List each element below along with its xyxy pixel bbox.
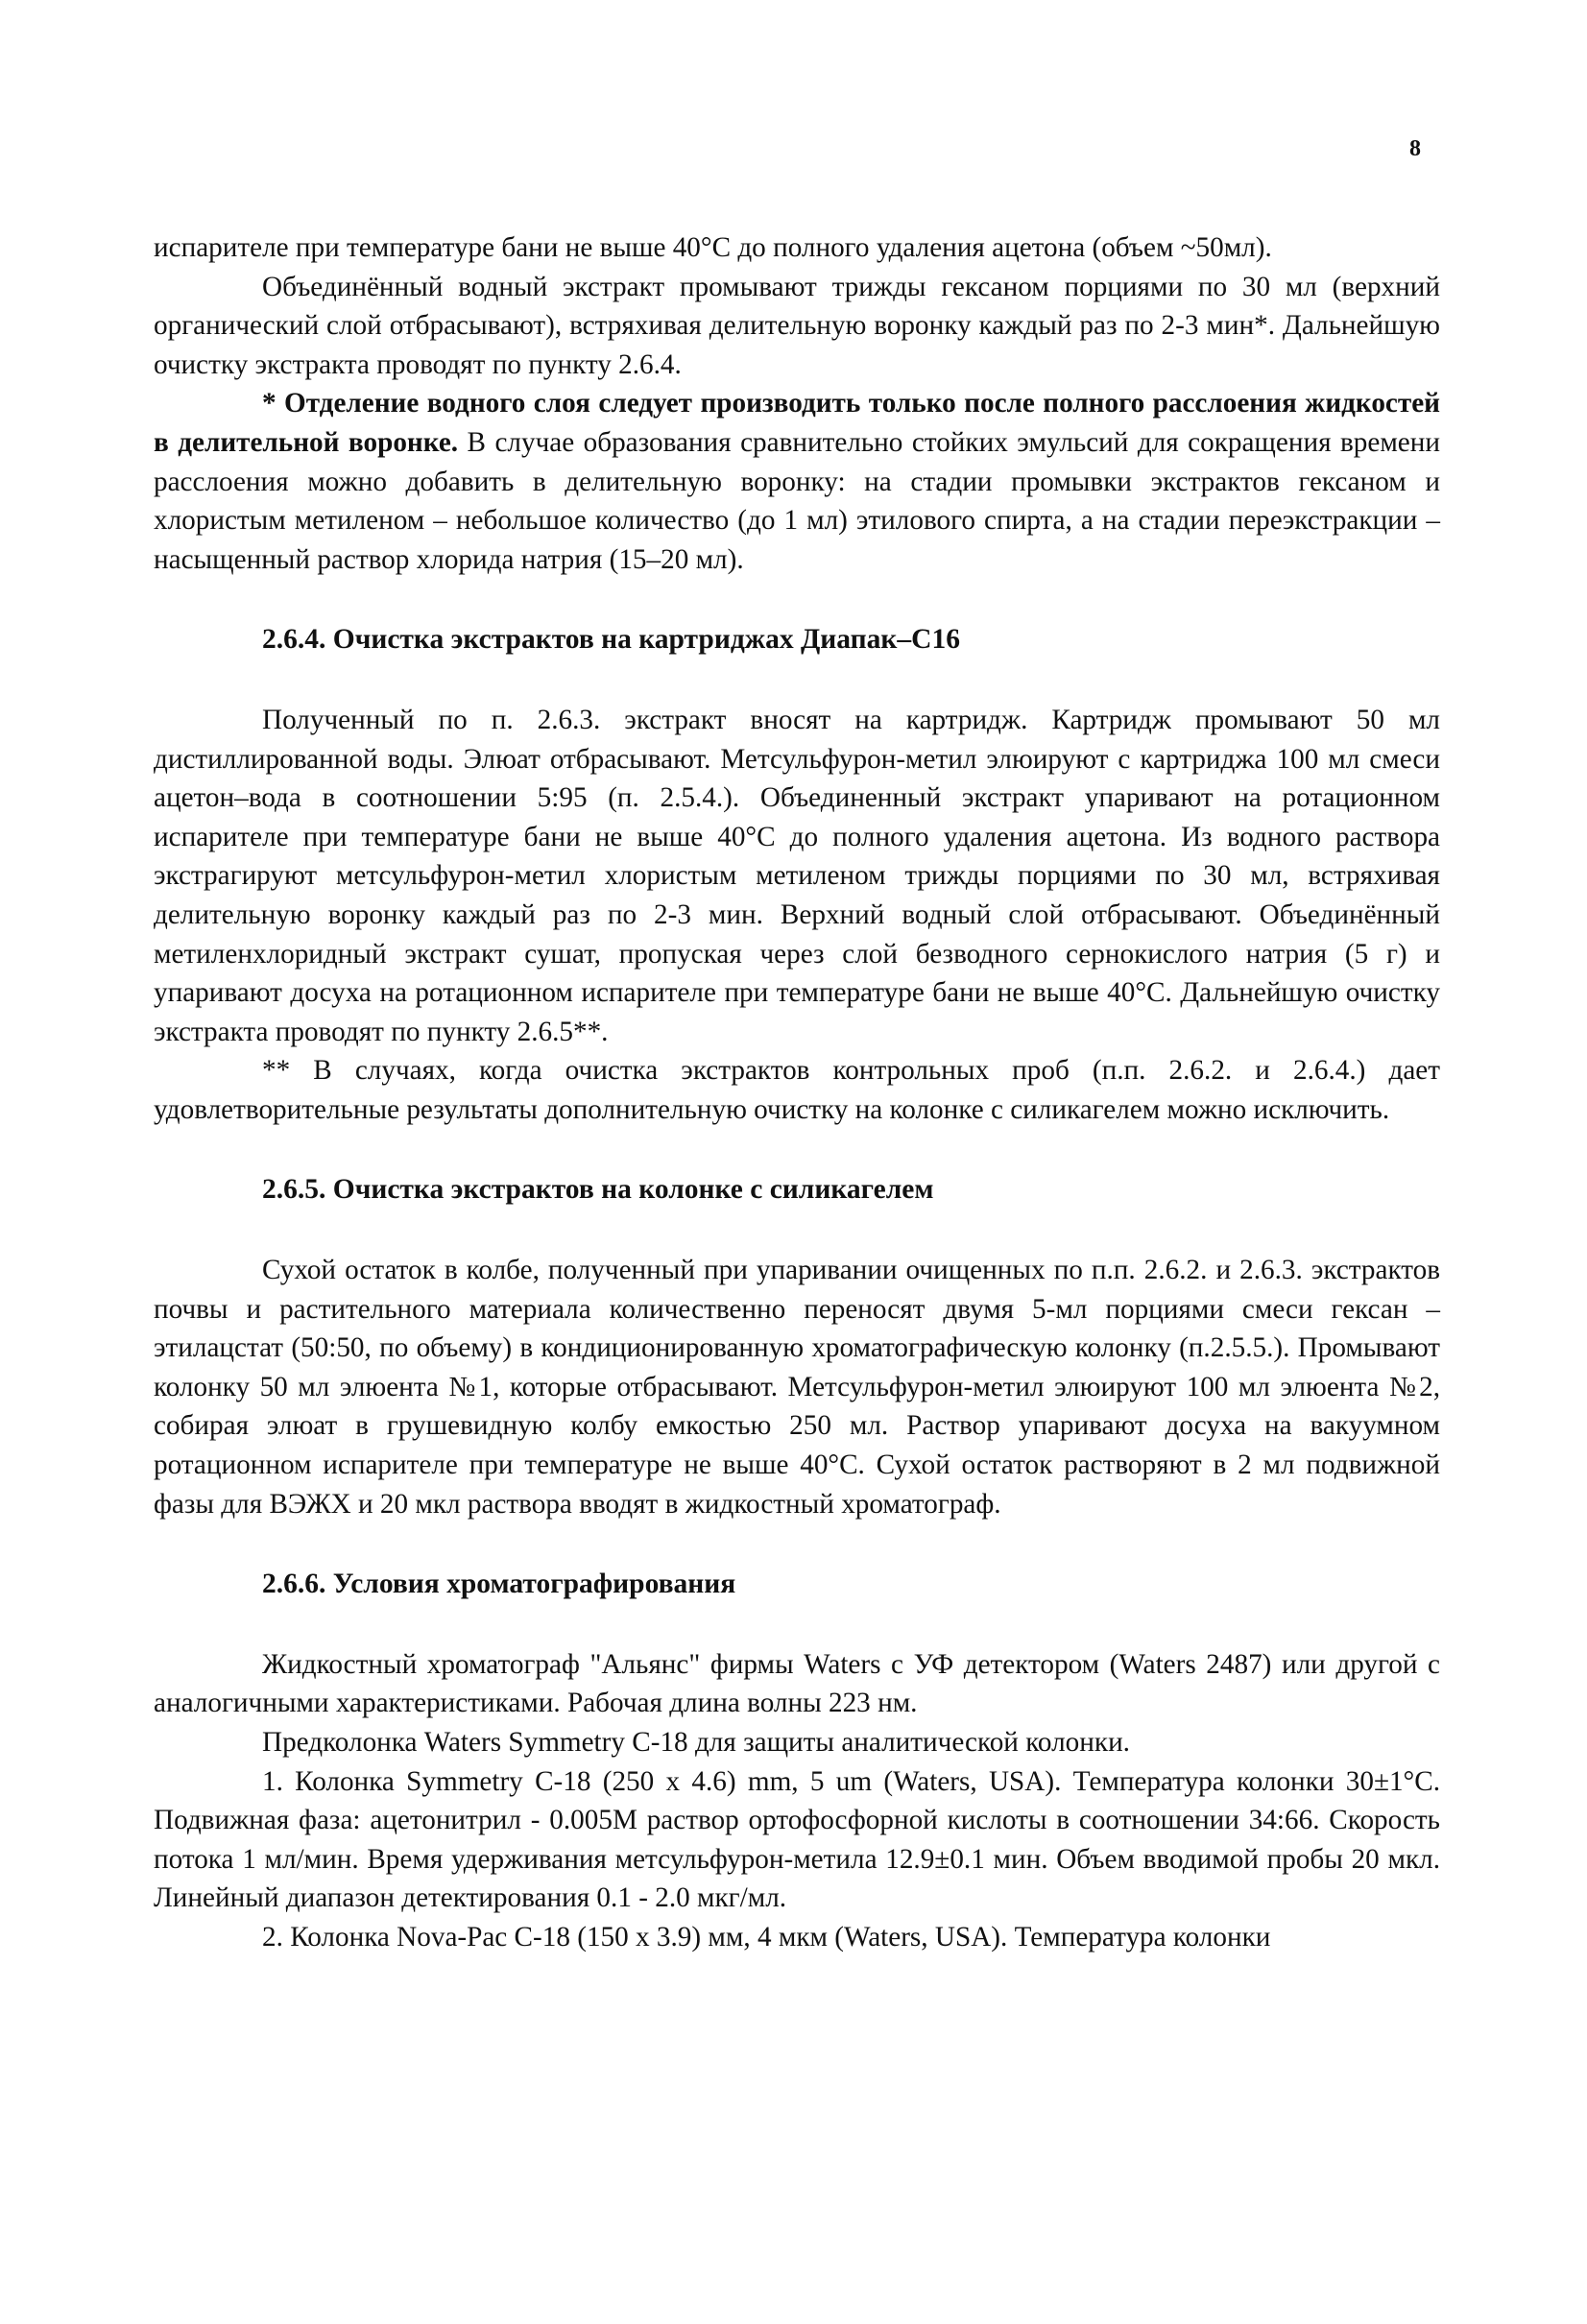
- paragraph-hexane-wash: Объединённый водный экстракт промывают трижды гексаном порциями по 30 мл (верхний органический слой отбрасывают), встряхивая делительную воронку каждый раз по 2-3 мин*. Дальнейшую очистку экстракта проводят по пункту 2.6.4.: [154, 271, 1440, 380]
- paragraph-2-6-4: Полученный по п. 2.6.3. экстракт вносят на картридж. Картридж промывают 50 мл дистиллированной воды. Элюат отбрасывают. Метсульфурон-метил элюируют с картриджа 100 мл смеси ацетон–вода в соотношении 5:95 (п. 2.5.4.). Объединенный экстракт упаривают на ротационном испарителе при температуре бани не выше 40°С до полного удаления ацетона. Из водного раствора экстрагируют метсульфурон-метил хлористым метиленом трижды порциями по 30 мл, встряхивая делительную воронку каждый раз по 2-3 мин. Верхний водный слой отбрасывают. Объединённый метиленхлоридный экстракт сушат, пропуская через слой безводного сернокислого натрия (5 г) и упаривают досуха на ротационном испарителе при температуре бани не выше 40°С. Дальнейшую очистку экстракта проводят по пункту 2.6.5**.: [154, 704, 1440, 1047]
- paragraph-chromatograph: Жидкостный хроматограф "Альянс" фирмы Waters с УФ детектором (Waters 2487) или другой с аналогичными характеристиками. Рабочая длина волны 223 нм.: [154, 1648, 1440, 1719]
- heading-2-6-4: 2.6.4. Очистка экстрактов на картриджах Диапак–С16: [262, 624, 960, 656]
- paragraph-precolumn: Предколонка Waters Symmetry C-18 для защиты аналитической колонки.: [262, 1727, 1130, 1758]
- footnote-layer-separation: [154, 384, 1440, 579]
- paragraph-column-1: 1. Колонка Symmetry C-18 (250 x 4.6) mm, 5 um (Waters, USA). Температура колонки 30±1°С. Подвижная фаза: ацетонитрил - 0.005М раствор ортофосфорной кислоты в соотношении 34:66. Скорость потока 1 мл/мин. Время удерживания метсульфурон-метила 12.9±0.1 мин. Объем вводимой пробы 20 мкл. Линейный диапазон детектирования 0.1 - 2.0 мкг/мл.: [154, 1765, 1440, 1914]
- body-text: [154, 228, 1440, 1957]
- footnote-rest-text: В случае образования сравнительно стойких эмульсий для сокращения времени расслоения можно добавить в делительную воронку: на стадии промывки экстрактов гексаном и хлористым метиленом – небольшое количество (до 1 мл) этилового спирта, а на стадии переэкстракции – насыщенный раствор хлорида натрия (15–20 мл).: [154, 426, 1440, 575]
- heading-2-6-6: 2.6.6. Условия хроматографирования: [262, 1569, 736, 1600]
- footnote-silica-optional: ** В случаях, когда очистка экстрактов контрольных проб (п.п. 2.6.2. и 2.6.4.) дает удовлетворительные результаты дополнительную очистку на колонке с силикагелем можно исключить.: [154, 1055, 1440, 1125]
- paragraph-2-6-5: Сухой остаток в колбе, полученный при упаривании очищенных по п.п. 2.6.2. и 2.6.3. экстрактов почвы и растительного материала количественно переносят двумя 5-мл порциями смеси гексан – этилацстат (50:50, по объему) в кондиционированную хроматографическую колонку (п.2.5.5.). Промывают колонку 50 мл элюента №1, которые отбрасывают. Метсульфурон-метил элюируют 100 мл элюента №2, собирая элюат в грушевидную колбу емкостью 250 мл. Раствор упаривают досуха на вакуумном ротационном испарителе при температуре не выше 40°С. Сухой остаток растворяют в 2 мл подвижной фазы для ВЭЖХ и 20 мкл раствора вводят в жидкостный хроматограф.: [154, 1255, 1440, 1520]
- paragraph-intro-continuation: испарителе при температуре бани не выше 40°С до полного удаления ацетона (объем ~50мл).: [154, 232, 1272, 263]
- page-number: 8: [1409, 136, 1421, 161]
- footnote-bold-text: * Отделение водного слоя следует производить только после полного расслоения жидкостей в делительной воронке.: [154, 388, 1440, 458]
- heading-2-6-5: 2.6.5. Очистка экстрактов на колонке с силикагелем: [262, 1174, 934, 1206]
- paragraph-column-2: 2. Колонка Nova-Pac C-18 (150 x 3.9) мм, 4 мкм (Waters, USA). Температура колонки: [262, 1921, 1271, 1953]
